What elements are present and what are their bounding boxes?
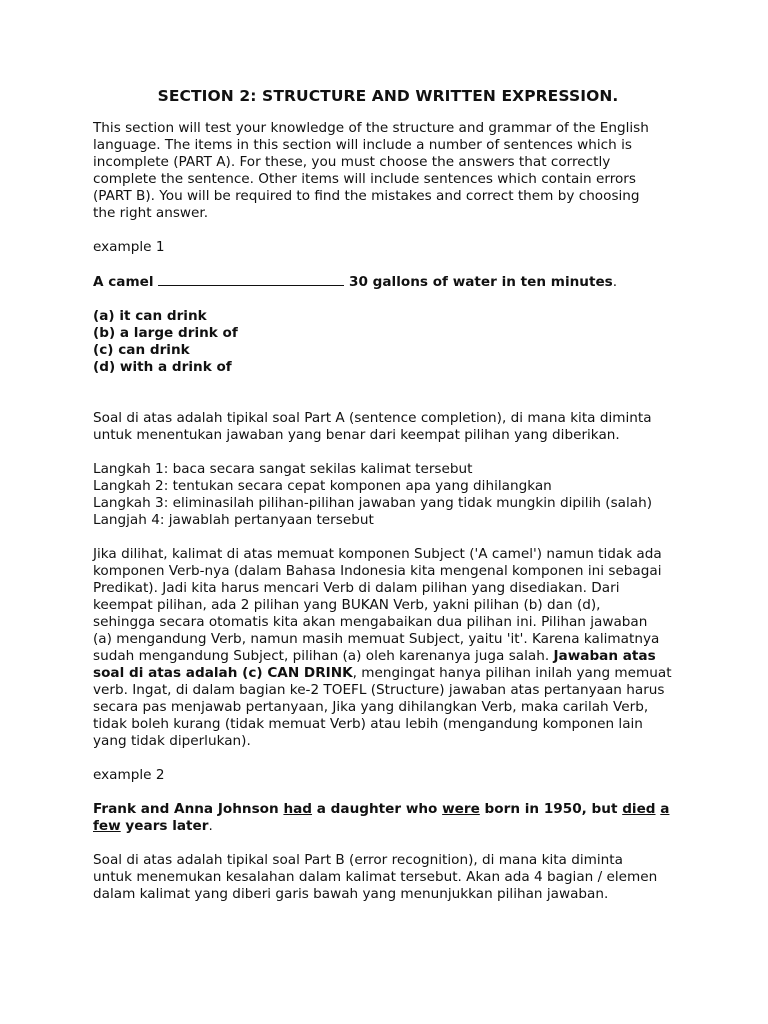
- example1-label: example 1: [93, 239, 165, 255]
- part-a-line: untuk menentukan jawaban yang benar dari keempat pilihan yang diberikan.: [93, 427, 620, 443]
- part-b-line: dalam kalimat yang diberi garis bawah yang menunjukkan pilihan jawaban.: [93, 886, 609, 902]
- intro-paragraph: [93, 120, 683, 222]
- intro-line: (PART B). You will be required to find the mistakes and correct them by choosing: [93, 188, 640, 204]
- example1-question: [93, 273, 683, 291]
- part-a-paragraph: [93, 410, 683, 444]
- sentence-part: a daughter who: [312, 801, 443, 817]
- question-end: 30 gallons of water in ten minutes: [344, 274, 613, 290]
- underlined-choice-c: died: [622, 801, 656, 817]
- analysis-line: [93, 648, 683, 665]
- analysis-line: [93, 665, 683, 682]
- question-period: .: [612, 274, 618, 290]
- analysis-line: komponen Verb-nya (dalam Bahasa Indonesia kita mengenal komponen ini sebagai: [93, 563, 662, 579]
- underlined-choice-d-cont: few: [93, 818, 121, 834]
- analysis-line: Predikat). Jadi kita harus mencari Verb di dalam pilihan yang disediakan. Dari: [93, 580, 620, 596]
- sentence-part: born in 1950, but: [479, 801, 623, 817]
- sentence-period: .: [208, 818, 213, 834]
- analysis-line: keempat pilihan, ada 2 pilihan yang BUKAN Verb, yakni pilihan (b) dan (d),: [93, 597, 601, 613]
- analysis-line: sehingga secara otomatis kita akan mengabaikan dua pilihan ini. Pilihan jawaban: [93, 614, 648, 630]
- section-title: SECTION 2: STRUCTURE AND WRITTEN EXPRESSION.: [157, 87, 619, 105]
- intro-line: complete the sentence. Other items will include sentences which contain errors: [93, 171, 636, 187]
- answer-highlight: soal di atas adalah (c) CAN DRINK: [93, 665, 353, 681]
- intro-line: incomplete (PART A). For these, you must choose the answers that correctly: [93, 154, 611, 170]
- analysis-line: yang tidak diperlukan).: [93, 733, 251, 749]
- analysis-line: verb. Ingat, di dalam bagian ke-2 TOEFL (Structure) jawaban atas pertanyaan harus: [93, 682, 665, 698]
- analysis-paragraph: [93, 546, 683, 750]
- analysis-text: , mengingat hanya pilihan inilah yang memuat: [352, 665, 672, 681]
- steps-list: [93, 461, 683, 529]
- option-c: (c) can drink: [93, 342, 190, 358]
- underlined-choice-b: were: [442, 801, 480, 817]
- sentence-part: Frank and Anna Johnson: [93, 801, 284, 817]
- analysis-text: sudah mengandung Subject, pilihan (a) oleh karenanya juga salah.: [93, 648, 554, 664]
- analysis-line: tidak boleh kurang (tidak memuat Verb) atau lebih (mengandung komponen lain: [93, 716, 643, 732]
- step-item: Langjah 4: jawablah pertanyaan tersebut: [93, 512, 374, 528]
- step-item: Langkah 3: eliminasilah pilihan-pilihan jawaban yang tidak mungkin dipilih (salah): [93, 495, 653, 511]
- part-b-line: untuk menemukan kesalahan dalam kalimat tersebut. Akan ada 4 bagian / elemen: [93, 869, 658, 885]
- example2-sentence: [93, 801, 683, 835]
- analysis-line: (a) mengandung Verb, namun masih memuat Subject, yaitu 'it'. Karena kalimatnya: [93, 631, 660, 647]
- underlined-choice-d: a: [660, 801, 670, 817]
- intro-line: language. The items in this section will include a number of sentences which is: [93, 137, 632, 153]
- option-d: (d) with a drink of: [93, 359, 232, 375]
- example2-label: example 2: [93, 767, 165, 783]
- answer-blank: [158, 273, 344, 286]
- sentence-part: years later: [120, 818, 209, 834]
- step-item: Langkah 2: tentukan secara cepat komponen apa yang dihilangkan: [93, 478, 552, 494]
- step-item: Langkah 1: baca secara sangat sekilas kalimat tersebut: [93, 461, 473, 477]
- analysis-line: secara pas menjawab pertanyaan, Jika yang dihilangkan Verb, maka carilah Verb,: [93, 699, 649, 715]
- answer-highlight: Jawaban atas: [553, 648, 656, 664]
- sentence-line: [93, 818, 683, 835]
- intro-line: This section will test your knowledge of the structure and grammar of the English: [93, 120, 649, 136]
- document-page: [93, 88, 683, 903]
- underlined-choice-a: had: [283, 801, 313, 817]
- option-b: (b) a large drink of: [93, 325, 238, 341]
- example1-options: [93, 308, 683, 376]
- part-a-line: Soal di atas adalah tipikal soal Part A (sentence completion), di mana kita diminta: [93, 410, 652, 426]
- intro-line: the right answer.: [93, 205, 209, 221]
- part-b-paragraph: [93, 852, 683, 903]
- sentence-line: [93, 801, 683, 818]
- part-b-line: Soal di atas adalah tipikal soal Part B (error recognition), di mana kita diminta: [93, 852, 623, 868]
- option-a: (a) it can drink: [93, 308, 207, 324]
- analysis-line: Jika dilihat, kalimat di atas memuat komponen Subject ('A camel') namun tidak ada: [93, 546, 662, 562]
- question-start: A camel: [93, 274, 159, 290]
